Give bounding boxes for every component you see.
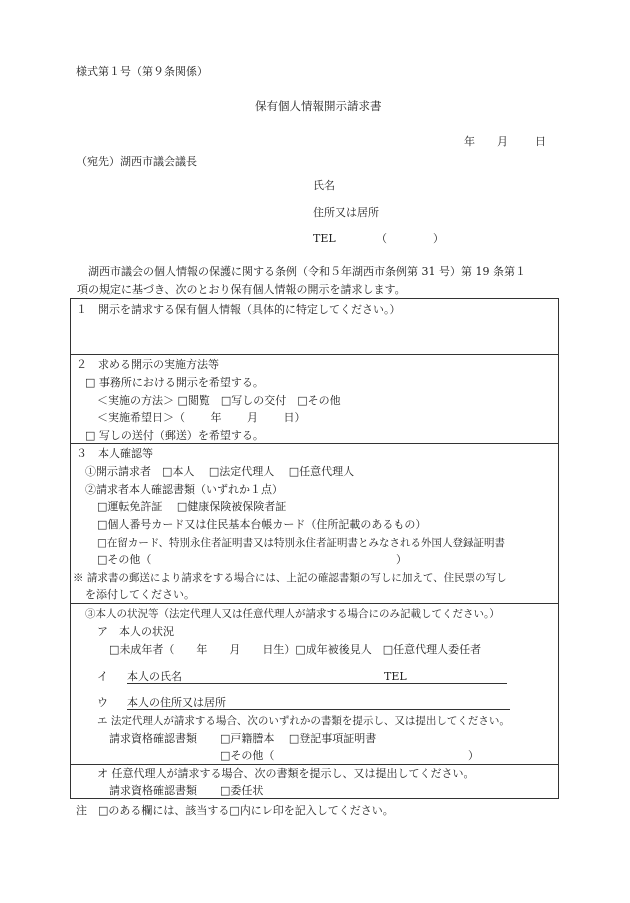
date-year-label: 年 [464, 135, 475, 148]
divider-section-2 [70, 354, 559, 355]
id-doc-license-insurance[interactable]: □運転免許証 □健康保険被保険者証 [97, 500, 287, 513]
divider-section-3 [70, 443, 559, 444]
voluntary-rep-instruction: オ 任意代理人が請求する場合、次の書類を提示し、又は提出してください。 [97, 767, 475, 780]
footer-note: 注 □のある欄には、該当する□内にレ印を記入してください。 [76, 804, 394, 817]
legal-rep-docs-label: 請求資格確認書類 [109, 732, 197, 745]
intro-line-2: 項の規定に基づき、次のとおり保有個人情報の開示を請求します。 [77, 283, 406, 296]
id-doc-residence-card[interactable]: □在留カード、特別永住者証明書又は特別永住者証明書とみなされる外国人登録証明書 [97, 537, 505, 549]
tel-paren-close: ） [433, 232, 444, 245]
id-doc-number-card[interactable]: □個人番号カード又は住民基本台帳カード（住所記載のあるもの） [97, 518, 427, 531]
principal-address-label: 本人の住所又は居所 [127, 696, 226, 709]
mail-note-line-1: ※ 請求書の郵送により請求をする場合には、上記の確認書類の写しに加えて、住民票の写し [73, 572, 507, 584]
disclosure-method-line[interactable]: ＜実施の方法＞ □閲覧 □写しの交付 □その他 [97, 394, 341, 407]
addressee: （宛先）湖西市議会議長 [76, 155, 197, 168]
legal-rep-doc-other[interactable]: □その他（ [220, 749, 275, 762]
mail-copy-option[interactable]: □ 写しの送付（郵送）を希望する。 [85, 429, 264, 442]
item-u-label: ウ [97, 696, 108, 709]
principal-tel-label: TEL [384, 670, 407, 683]
requester-address-label: 住所又は居所 [313, 206, 379, 219]
principal-name-label: 本人の氏名 [127, 670, 182, 683]
mail-note-line-2: を添付してください。 [85, 588, 195, 601]
principal-status-label: ア 本人の状況 [97, 625, 174, 638]
form-title: 保有個人情報開示請求書 [255, 99, 382, 113]
office-disclosure-option[interactable]: □ 事務所における開示を希望する。 [85, 376, 264, 389]
divider-section-3-3 [70, 603, 559, 604]
requester-name-label: 氏名 [313, 179, 335, 192]
section-3-heading: ３ 本人確認等 [76, 447, 153, 460]
principal-address-underline [127, 709, 510, 710]
form-number: 様式第１号（第９条関係） [76, 65, 208, 78]
divider-section-o [70, 764, 559, 765]
preferred-date-line[interactable]: ＜実施希望日＞（ 年 月 日） [97, 411, 306, 424]
section-1-heading: １ 開示を請求する保有個人情報（具体的に特定してください。） [76, 303, 401, 316]
principal-status-options[interactable]: □未成年者（ 年 月 日生）□成年被後見人 □任意代理人委任者 [109, 643, 482, 656]
id-docs-heading: ②請求者本人確認書類（いずれか１点） [85, 483, 283, 496]
section-3-3-heading: ③本人の状況等（法定代理人又は任意代理人が請求する場合にのみ記載してください。） [85, 608, 500, 620]
voluntary-rep-docs-label: 請求資格確認書類 [109, 784, 197, 797]
requester-type-options[interactable]: ①開示請求者 □本人 □法定代理人 □任意代理人 [85, 465, 355, 478]
date-day-label: 日 [535, 135, 546, 148]
intro-line-1: 湖西市議会の個人情報の保護に関する条例（令和５年湖西市条例第 31 号）第 19 条第１ [88, 265, 526, 278]
voluntary-rep-doc-option[interactable]: □委任状 [220, 784, 264, 797]
legal-rep-doc-other-close: ） [468, 749, 479, 762]
item-i-label: イ [97, 670, 108, 683]
requester-tel-label: TEL [313, 232, 336, 245]
legal-rep-instruction: エ 法定代理人が請求する場合、次のいずれかの書類を提示し、又は提出してください。 [97, 715, 510, 727]
date-month-label: 月 [497, 135, 508, 148]
id-doc-other[interactable]: □その他（ [97, 553, 152, 566]
legal-rep-doc-options[interactable]: □戸籍謄本 □登記事項証明書 [220, 732, 377, 745]
principal-name-tel-underline [127, 683, 507, 684]
section-2-heading: ２ 求める開示の実施方法等 [76, 358, 219, 371]
tel-paren-open: （ [376, 232, 387, 245]
requested-info-field[interactable] [76, 320, 551, 350]
id-doc-other-close: ） [396, 553, 407, 566]
